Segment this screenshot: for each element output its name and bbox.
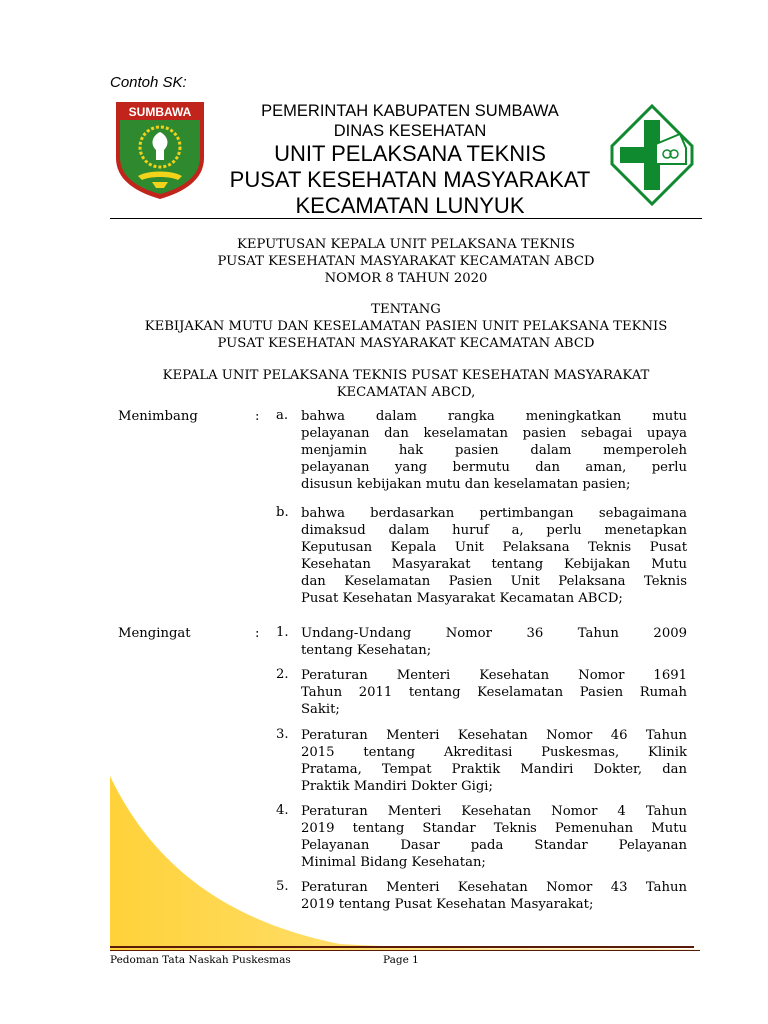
- footer-rule: [110, 946, 694, 948]
- menimbang-b-line: Kesehatan Masyarakat tentang Kebijakan Mutu: [301, 557, 687, 573]
- header-line-2: DINAS KESEHATAN: [333, 122, 487, 140]
- menimbang-a-line: bahwa dalam rangka meningkatkan mutu: [301, 409, 687, 424]
- keputusan-title-2: PUSAT KESEHATAN MASYARAKAT KECAMATAN ABCD: [217, 254, 595, 269]
- mengingat-item-2: [301, 667, 687, 718]
- footer-page-number: Page 1: [383, 954, 419, 966]
- footer-rule-thin: [110, 950, 700, 951]
- footer-title: Pedoman Tata Naskah Puskesmas: [110, 954, 291, 966]
- mengingat-item-3: [301, 727, 687, 795]
- mengingat-5-line: 2019 tentang Pusat Kesehatan Masyarakat;: [301, 897, 594, 913]
- mengingat-1-line: Undang-Undang Nomor 36 Tahun 2009: [301, 626, 687, 641]
- mengingat-1-line: tentang Kesehatan;: [301, 643, 432, 659]
- menimbang-a-line: pelayanan yang bermutu dan aman, perlu: [301, 460, 687, 476]
- mengingat-item-1: [301, 625, 687, 659]
- mengingat-3-line: Praktik Mandiri Dokter Gigi;: [301, 779, 493, 795]
- menimbang-item-b: [301, 505, 687, 608]
- tentang-line-2: PUSAT KESEHATAN MASYARAKAT KECAMATAN ABCD: [217, 336, 595, 351]
- header-line-1: PEMERINTAH KABUPATEN SUMBAWA: [261, 102, 559, 120]
- mengingat-4-line: 2019 tentang Standar Teknis Pemenuhan Mutu: [301, 821, 687, 837]
- tentang-label: TENTANG: [371, 302, 441, 317]
- mengingat-5-line: Peraturan Menteri Kesehatan Nomor 43 Tahun: [301, 880, 687, 895]
- mengingat-2-line: Sakit;: [301, 702, 340, 718]
- menimbang-label: Menimbang: [118, 409, 198, 424]
- menimbang-b-line: dan Keselamatan Pasien Unit Pelaksana Teknis: [301, 574, 687, 590]
- mengingat-2-line: Peraturan Menteri Kesehatan Nomor 1691: [301, 668, 687, 683]
- menimbang-a-line: disusun kebijakan mutu dan keselamatan pasien;: [301, 477, 631, 493]
- header-line-4: PUSAT KESEHATAN MASYARAKAT: [229, 167, 591, 192]
- menimbang-b-line: Pusat Kesehatan Masyarakat Kecamatan ABCD;: [301, 591, 623, 607]
- top-note: Contoh SK:: [110, 74, 187, 91]
- menimbang-item-a: [301, 408, 687, 493]
- kepala-line-1: KEPALA UNIT PELAKSANA TEKNIS PUSAT KESEHATAN MASYARAKAT: [162, 368, 650, 383]
- mengingat-3-line: Peraturan Menteri Kesehatan Nomor 46 Tahun: [301, 728, 687, 743]
- menimbang-b-line: Keputusan Kepala Unit Pelaksana Teknis Pusat: [301, 540, 687, 556]
- sumbawa-banner: SUMBAWA: [128, 105, 192, 119]
- header-line-5: KECAMATAN LUNYUK: [295, 193, 525, 218]
- menimbang-b-line: dimaksud dalam huruf a, perlu menetapkan: [301, 523, 687, 539]
- mengingat-marker-3: 3.: [276, 727, 289, 742]
- mengingat-marker-4: 4.: [276, 803, 289, 818]
- mengingat-item-4: [301, 803, 687, 871]
- mengingat-4-line: Peraturan Menteri Kesehatan Nomor 4 Tahun: [301, 804, 687, 819]
- mengingat-marker-1: 1.: [276, 625, 289, 640]
- mengingat-4-line: Minimal Bidang Kesehatan;: [301, 855, 486, 871]
- menimbang-marker-a: a.: [276, 408, 289, 423]
- mengingat-marker-5: 5.: [276, 879, 289, 894]
- mengingat-item-5: [301, 879, 687, 913]
- kepala-line-2: KECAMATAN ABCD,: [336, 385, 476, 400]
- mengingat-label: Mengingat: [118, 626, 191, 641]
- menimbang-b-line: bahwa berdasarkan pertimbangan sebagaimana: [301, 506, 687, 521]
- keputusan-title-1: KEPUTUSAN KEPALA UNIT PELAKSANA TEKNIS: [237, 237, 575, 252]
- keputusan-number: NOMOR 8 TAHUN 2020: [324, 271, 488, 286]
- mengingat-3-line: Pratama, Tempat Praktik Mandiri Dokter, dan: [301, 762, 687, 778]
- header-line-3: UNIT PELAKSANA TEKNIS: [274, 141, 546, 166]
- menimbang-a-line: pelayanan dan keselamatan pasien sebagai upaya: [301, 426, 687, 442]
- menimbang-a-line: menjamin hak pasien dalam memperoleh: [301, 443, 687, 459]
- mengingat-colon: :: [255, 626, 260, 641]
- letterhead-divider: [110, 218, 702, 219]
- tentang-line-1: KEBIJAKAN MUTU DAN KESELAMATAN PASIEN UNIT PELAKSANA TEKNIS: [144, 319, 668, 334]
- mengingat-2-line: Tahun 2011 tentang Keselamatan Pasien Rumah: [301, 685, 687, 701]
- mengingat-3-line: 2015 tentang Akreditasi Puskesmas, Klinik: [301, 745, 687, 761]
- mengingat-4-line: Pelayanan Dasar pada Standar Pelayanan: [301, 838, 687, 854]
- menimbang-colon: :: [255, 409, 260, 424]
- mengingat-marker-2: 2.: [276, 667, 289, 682]
- menimbang-marker-b: b.: [276, 505, 289, 520]
